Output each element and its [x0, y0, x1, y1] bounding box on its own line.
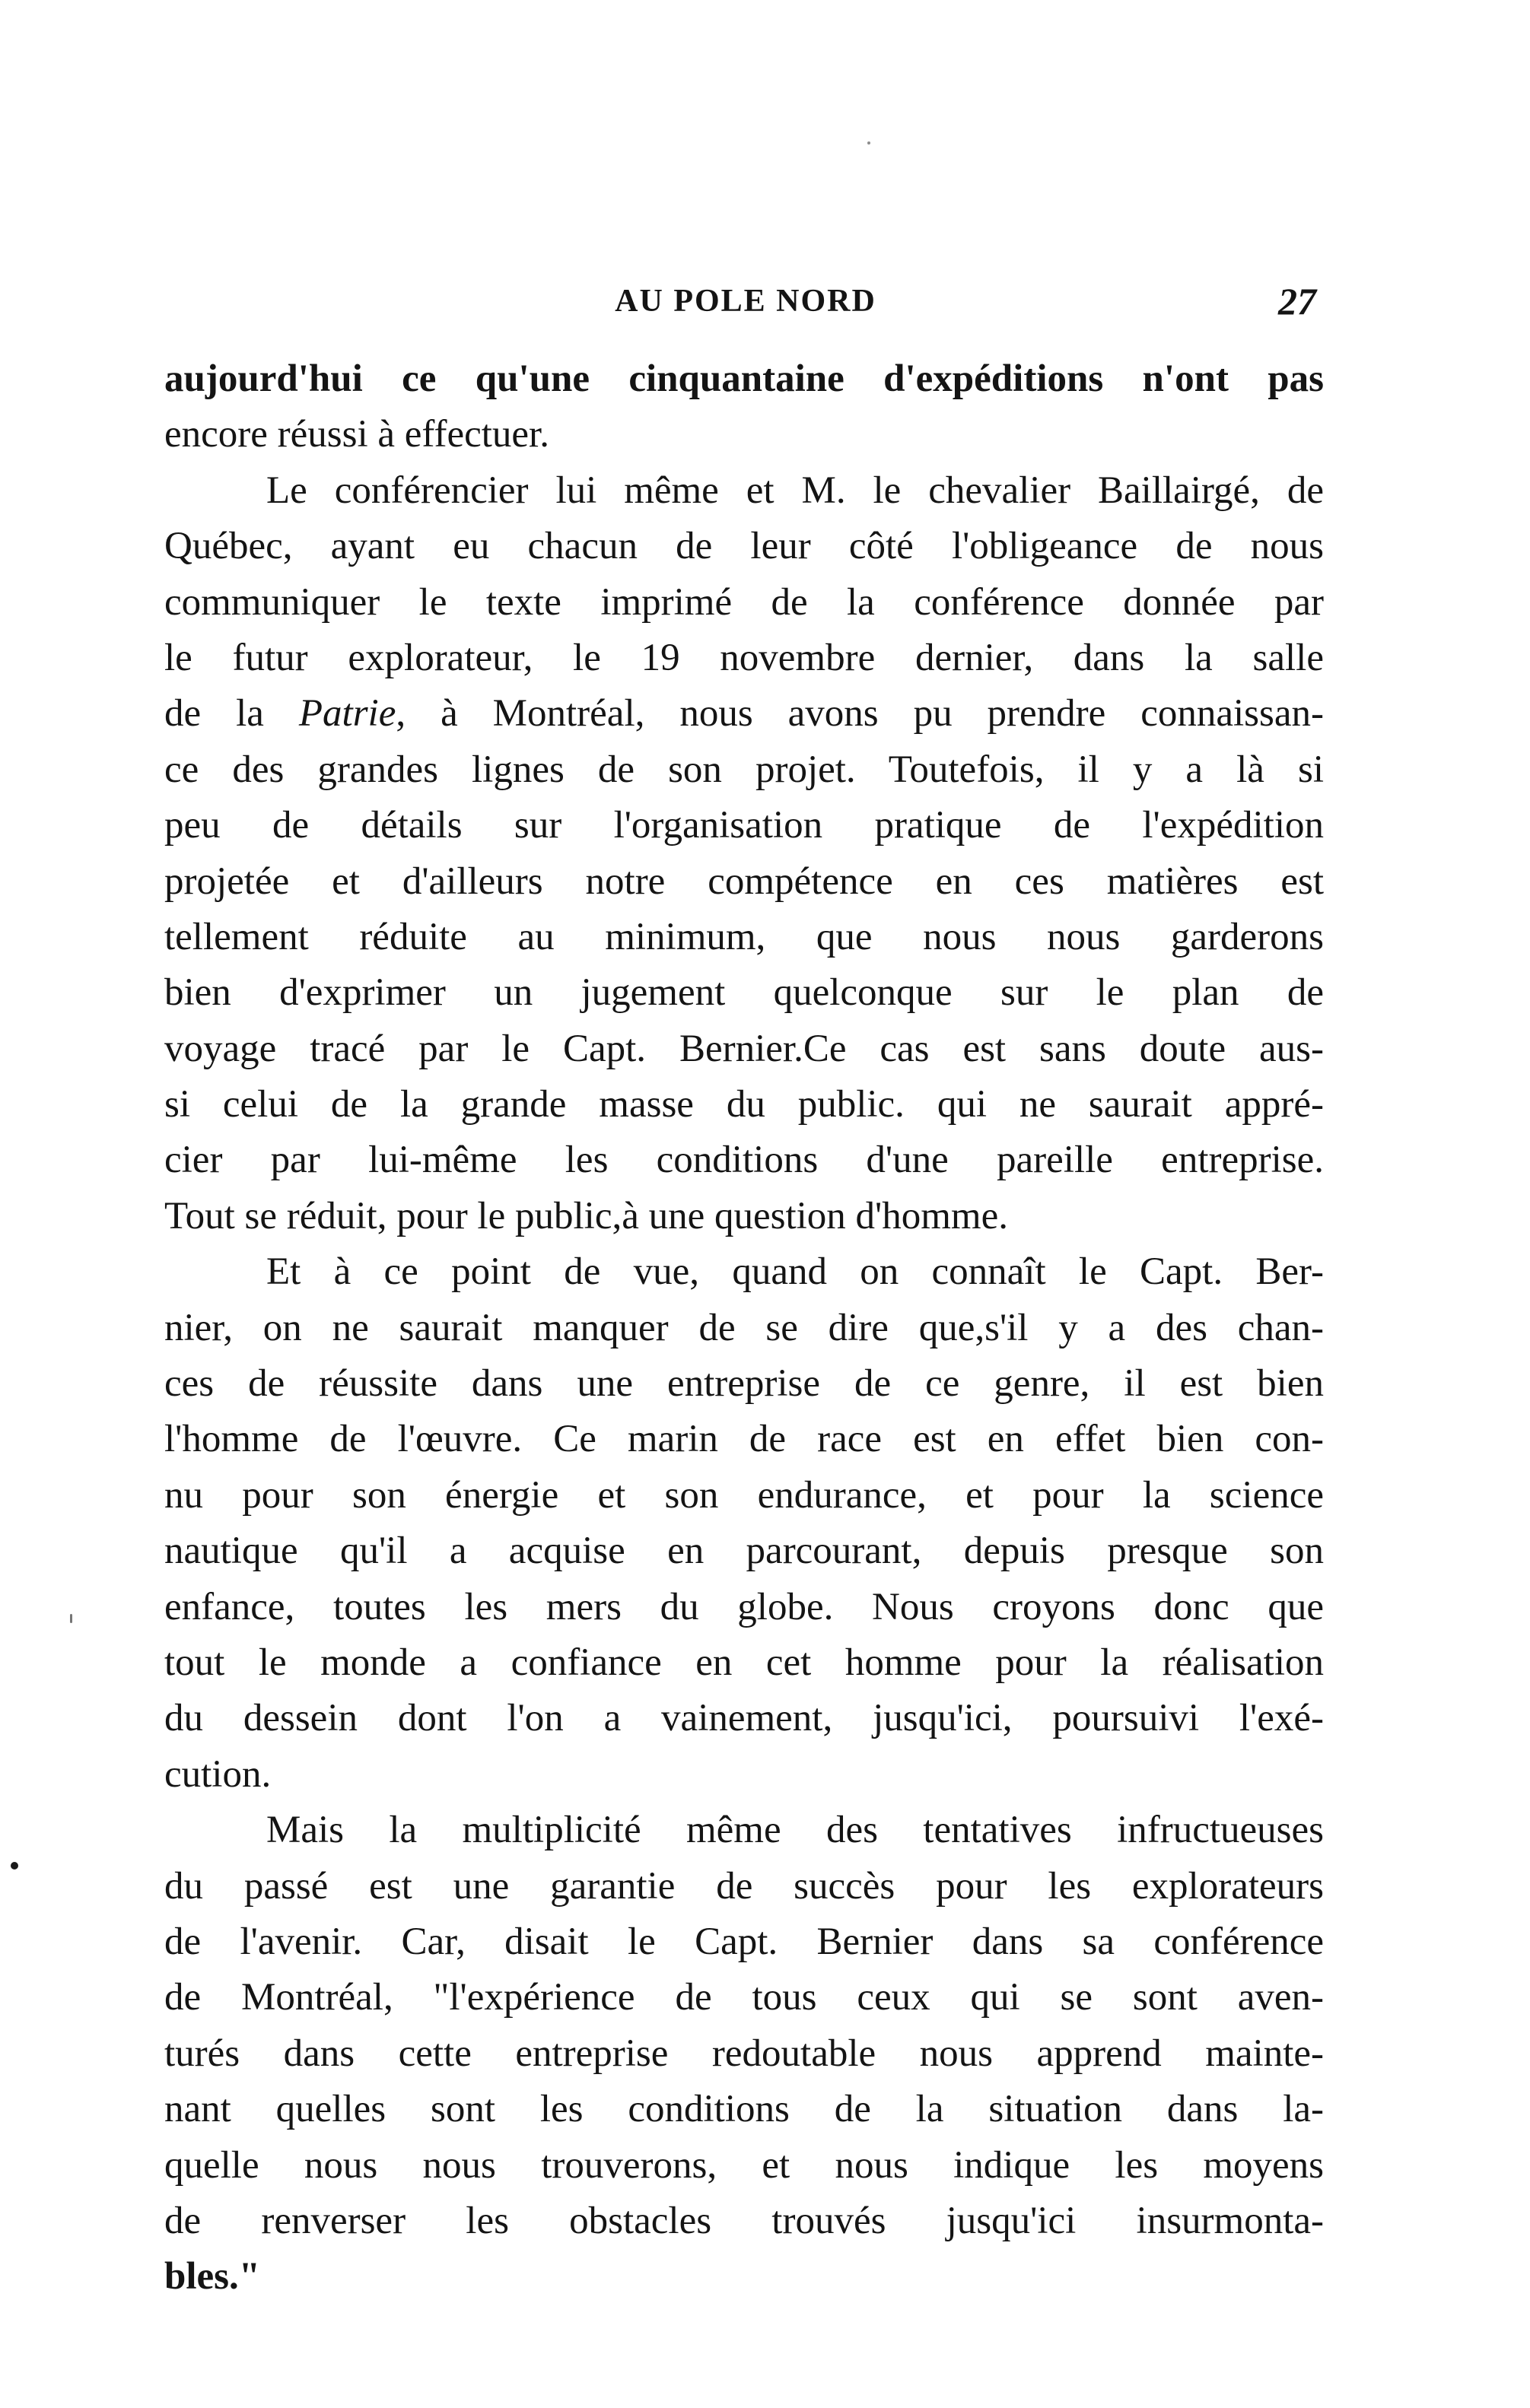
text-line: bien d'exprimer un jugement quelconque sur le plan de [164, 971, 1324, 1015]
text-line: quelle nous nous trouverons, et nous indique les moyens [164, 2143, 1324, 2187]
text-line: du dessein dont l'on a vainement, jusqu'ici, poursuivi l'exé- [164, 1697, 1324, 1740]
text-line: tellement réduite au minimum, que nous nous garderons [164, 915, 1324, 958]
page-number: 27 [1278, 280, 1316, 322]
text-line: Et à ce point de vue, quand on connaît le Capt. Ber- [266, 1250, 1324, 1294]
text-segment: de la [164, 692, 299, 735]
text-line: enfance, toutes les mers du globe. Nous croyons donc que [164, 1585, 1324, 1628]
text-line: l'homme de l'œuvre. Ce marin de race est en effet bien con- [164, 1418, 1324, 1461]
text-line: de renverser les obstacles trouvés jusqu'ici insurmonta- [164, 2199, 1324, 2242]
text-line: Tout se réduit, pour le public,à une question d'homme. [164, 1194, 1008, 1237]
text-line: voyage tracé par le Capt. Bernier.Ce cas est sans doute aus- [164, 1027, 1324, 1070]
text-line: ces de réussite dans une entreprise de ce genre, il est bien [164, 1362, 1324, 1406]
text-line: cier par lui-même les conditions d'une pareille entreprise. [164, 1139, 1324, 1182]
text-line: tout le monde a confiance en cet homme pour la réalisation [164, 1641, 1324, 1684]
page-header [160, 278, 1331, 324]
text-line: nautique qu'il a acquise en parcourant, depuis presque son [164, 1530, 1324, 1573]
text-line [164, 686, 1324, 742]
text-line: nant quelles sont les conditions de la situation dans la- [164, 2088, 1324, 2131]
text-segment: , à Montréal, nous avons pu prendre connaissan- [396, 692, 1324, 735]
text-line: si celui de la grande masse du public. qui ne saurait appré- [164, 1083, 1324, 1126]
ink-speck [867, 141, 870, 145]
text-line: projetée et d'ailleurs notre compétence en ces matières est [164, 859, 1324, 903]
text-line: nu pour son énergie et son endurance, et pour la science [164, 1473, 1324, 1517]
text-line: Le conférencier lui même et M. le chevalier Baillairgé, de [266, 469, 1324, 512]
text-line: encore réussi à effectuer. [164, 413, 549, 456]
text-line: bles." [164, 2255, 261, 2298]
text-line: le futur explorateur, le 19 novembre dernier, dans la salle [164, 636, 1324, 679]
text-line: de l'avenir. Car, disait le Capt. Bernier dans sa conférence [164, 1920, 1324, 1963]
text-line: du passé est une garantie de succès pour les explorateurs [164, 1864, 1324, 1908]
text-line: nier, on ne saurait manquer de se dire que,s'il y a des chan- [164, 1306, 1324, 1349]
text-line: Mais la multiplicité même des tentatives infructueuses [266, 1809, 1324, 1852]
text-line: Québec, ayant eu chacun de leur côté l'obligeance de nous [164, 525, 1324, 568]
text-line: cution. [164, 1752, 272, 1796]
text-line: turés dans cette entreprise redoutable nous apprend mainte- [164, 2032, 1324, 2075]
body-text [164, 351, 1324, 2305]
text-line: ce des grandes lignes de son projet. Toutefois, il y a là si [164, 748, 1324, 791]
italic-title: Patrie [298, 692, 396, 735]
ink-speck [11, 1862, 18, 1870]
text-line: communiquer le texte imprimé de la conférence donnée par [164, 580, 1324, 624]
text-line: aujourd'hui ce qu'une cinquantaine d'expéditions n'ont pas [164, 357, 1324, 400]
running-title: AU POLE NORD [615, 284, 876, 319]
text-line: peu de détails sur l'organisation pratique de l'expédition [164, 804, 1324, 847]
text-line: de Montréal, "l'expérience de tous ceux qui se sont aven- [164, 1976, 1324, 2019]
ink-speck [70, 1614, 72, 1623]
